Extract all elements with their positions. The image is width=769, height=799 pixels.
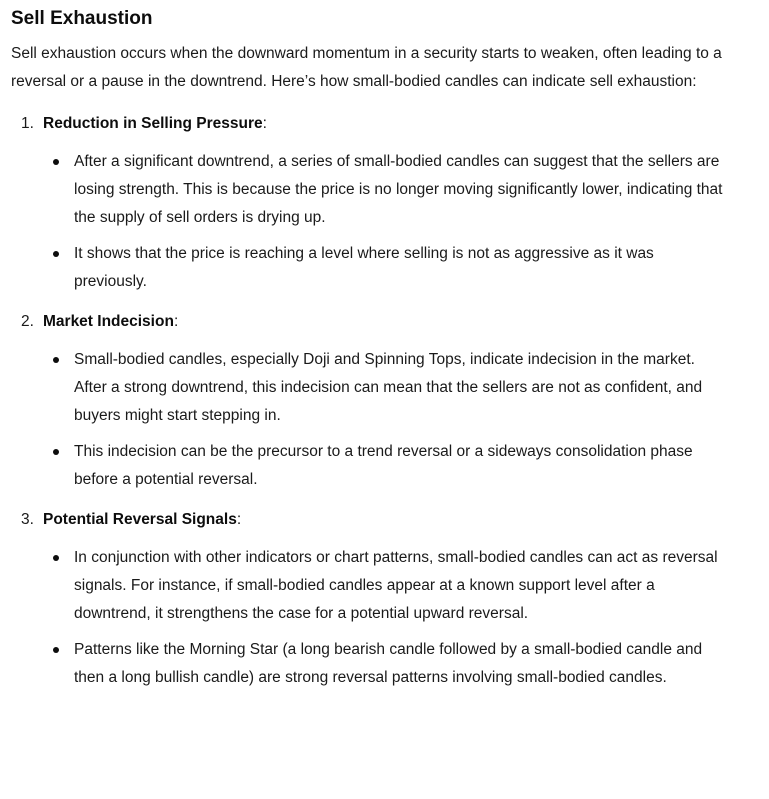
list-item <box>11 110 757 296</box>
bullet-icon <box>51 346 74 430</box>
bullet-icon <box>51 148 74 232</box>
list-item <box>11 506 757 692</box>
bullet-text: Patterns like the Morning Star (a long bearish candle followed by a small-bodied candle and then a long bullish candle) are strong reversal patterns involving small-bodied candles. <box>74 641 703 686</box>
bullet-item <box>51 240 757 296</box>
bullet-icon <box>51 438 74 494</box>
bullet-item <box>51 438 757 494</box>
bullet-item <box>51 544 757 628</box>
list-number: 1. <box>21 115 34 132</box>
bullet-text: It shows that the price is reaching a level where selling is not as aggressive as it was previously. <box>74 245 654 290</box>
bullet-text: This indecision can be the precursor to a trend reversal or a sideways consolidation phase before a potential reversal. <box>74 443 693 488</box>
colon: : <box>236 511 242 528</box>
bullet-item <box>51 636 757 692</box>
list-item-heading <box>11 506 757 534</box>
bullet-list <box>11 346 757 494</box>
list-number: 2. <box>21 313 34 330</box>
colon: : <box>173 313 179 330</box>
bullet-item <box>51 346 757 430</box>
bullet-icon <box>51 240 74 296</box>
list-item-heading <box>11 110 757 138</box>
list-number: 3. <box>21 511 34 528</box>
bullet-list <box>11 148 757 296</box>
bullet-list <box>11 544 757 692</box>
bullet-icon <box>51 636 74 692</box>
bullet-item <box>51 148 757 232</box>
list-item-heading <box>11 308 757 336</box>
bullet-text: After a significant downtrend, a series of small-bodied candles can suggest that the sellers are losing strength. This is because the price is no longer moving significantly lower, indicating that the supply of sell orders is drying up. <box>74 153 723 226</box>
list-item-title: Reduction in Selling Pressure <box>43 115 263 132</box>
colon: : <box>262 115 267 132</box>
list-item <box>11 308 757 494</box>
bullet-text: In conjunction with other indicators or chart patterns, small-bodied candles can act as reversal signals. For instance, if small-bodied candles appear at a known support level after a downtrend, it strengthens the case for a potential upward reversal. <box>74 549 718 622</box>
numbered-list <box>11 110 757 692</box>
intro-paragraph: Sell exhaustion occurs when the downward momentum in a security starts to weaken, often leading to a reversal or a pause in the downtrend. Here’s how small-bodied candles can indicate sell exhaustion: <box>11 45 722 90</box>
bullet-icon <box>51 544 74 628</box>
list-item-title: Market Indecision <box>43 313 174 330</box>
section-heading: Sell Exhaustion <box>11 8 153 29</box>
bullet-text: Small-bodied candles, especially Doji and Spinning Tops, indicate indecision in the market. After a strong downtrend, this indecision can mean that the sellers are not as confident, and buyers might start stepping in. <box>74 351 703 424</box>
list-item-title: Potential Reversal Signals <box>43 511 237 528</box>
